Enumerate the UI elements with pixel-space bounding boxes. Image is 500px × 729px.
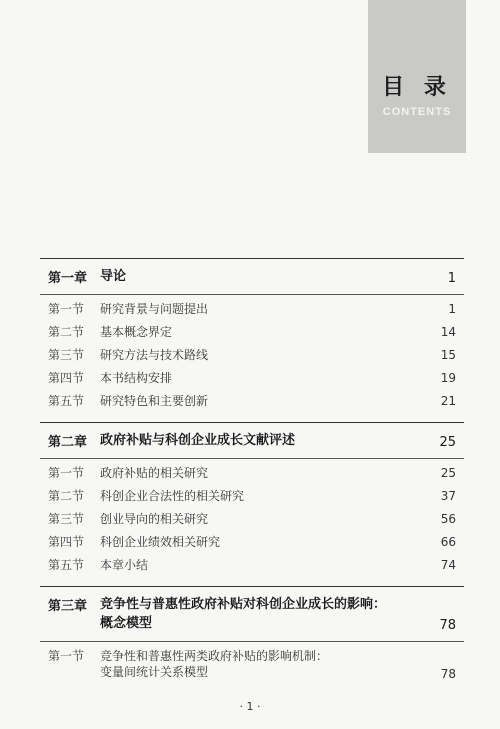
section-number: 第一节 (48, 302, 85, 316)
section-page: 66 (440, 535, 456, 549)
chapter-3 (40, 586, 464, 694)
section-list (40, 642, 464, 694)
chapter-page: 1 (447, 271, 456, 286)
title-block (368, 0, 466, 153)
section-number: 第一节 (48, 466, 85, 480)
chapter-number: 第一章 (48, 271, 88, 286)
section-page: 1 (448, 302, 456, 316)
section-row[interactable] (48, 301, 456, 324)
section-page: 19 (440, 371, 456, 385)
chapter-title: 政府补贴与科创企业成长文献评述 (100, 433, 296, 448)
section-title: 本章小结 (100, 558, 149, 572)
chapter-title-line-1: 竞争性与普惠性政府补贴对科创企业成长的影响： (100, 597, 387, 612)
page-title: 目 录 (382, 74, 452, 100)
section-page: 15 (440, 348, 456, 362)
section-title: 研究方法与技术路线 (100, 348, 209, 362)
section-title: 研究背景与问题提出 (100, 302, 209, 316)
section-page: 14 (440, 325, 456, 339)
section-title: 科创企业合法性的相关研究 (100, 489, 245, 503)
chapter-2 (40, 422, 464, 586)
section-list (40, 459, 464, 586)
chapter-number: 第二章 (48, 435, 88, 450)
section-row[interactable] (48, 347, 456, 370)
table-of-contents (40, 258, 464, 694)
chapter-page: 78 (439, 618, 456, 633)
section-row[interactable] (48, 393, 456, 416)
section-page: 78 (440, 667, 456, 681)
chapter-heading[interactable] (40, 259, 464, 294)
section-row[interactable] (48, 534, 456, 557)
page-title-english: CONTENTS (382, 106, 452, 118)
chapter-page: 25 (439, 435, 456, 450)
chapter-title (100, 595, 416, 633)
section-title: 研究特色和主要创新 (100, 394, 209, 408)
chapter-title: 导论 (100, 269, 127, 284)
section-row[interactable] (48, 488, 456, 511)
section-number: 第五节 (48, 394, 85, 408)
chapter-title-line-2: 概念模型 (100, 616, 153, 631)
section-title-line-1: 竞争性和普惠性两类政府补贴的影响机制： (100, 649, 329, 663)
section-number: 第五节 (48, 558, 85, 572)
section-title: 政府补贴的相关研究 (100, 466, 209, 480)
chapter-1 (40, 258, 464, 422)
section-list (40, 295, 464, 422)
section-number: 第四节 (48, 371, 85, 385)
chapter-heading[interactable] (40, 587, 464, 641)
section-page: 56 (440, 512, 456, 526)
section-title-line-2: 变量间统计关系模型 (100, 665, 209, 679)
section-number: 第一节 (48, 649, 85, 663)
page-number: · 1 · (239, 700, 261, 713)
section-row[interactable] (48, 648, 456, 688)
section-number: 第三节 (48, 348, 85, 362)
section-row[interactable] (48, 557, 456, 580)
section-page: 37 (440, 489, 456, 503)
section-title: 科创企业绩效相关研究 (100, 535, 221, 549)
section-title: 本书结构安排 (100, 371, 173, 385)
section-number: 第四节 (48, 535, 85, 549)
section-page: 74 (440, 558, 456, 572)
section-number: 第二节 (48, 325, 85, 339)
chapter-number: 第三章 (48, 599, 88, 614)
section-page: 25 (440, 466, 456, 480)
chapter-heading[interactable] (40, 423, 464, 458)
section-title (100, 648, 416, 680)
section-number: 第二节 (48, 489, 85, 503)
section-row[interactable] (48, 324, 456, 347)
section-row[interactable] (48, 511, 456, 534)
section-page: 21 (440, 394, 456, 408)
section-row[interactable] (48, 465, 456, 488)
section-number: 第三节 (48, 512, 85, 526)
section-row[interactable] (48, 370, 456, 393)
section-title: 创业导向的相关研究 (100, 512, 209, 526)
section-title: 基本概念界定 (100, 325, 173, 339)
